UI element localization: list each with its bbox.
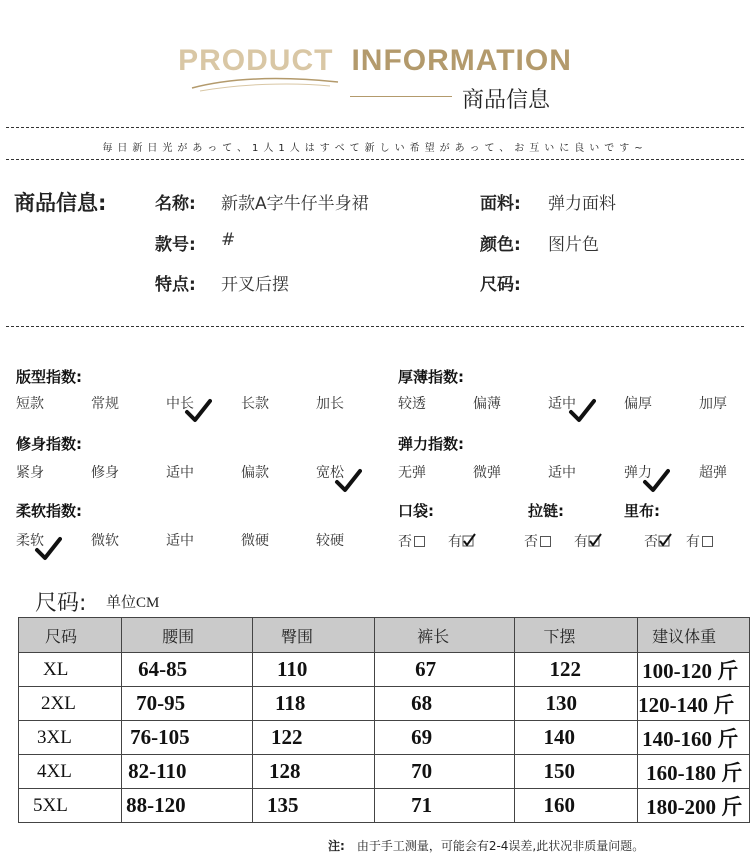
checkmark-icon [642, 468, 670, 494]
banner-title-product: PRODUCT [178, 44, 334, 77]
footnote-text: 由于手工测量，可能会有2-4误差,此状况非质量问题。 [356, 839, 645, 853]
elasticity-option-3: 适中 [548, 465, 576, 481]
softness-option-1: 柔软 [16, 533, 44, 549]
pocket-no-option [398, 531, 425, 551]
footnote-label: 注: [328, 839, 345, 853]
cell-size: 4XL [19, 755, 122, 789]
fit-option-5: 宽松 [316, 465, 344, 481]
color-value: 图片色 [548, 235, 599, 255]
col-header-hip: 臀围 [252, 618, 374, 653]
cell-hip: 122 [252, 721, 374, 755]
zipper-yes-text: 有 [574, 534, 588, 550]
lining-yes-option [686, 531, 713, 551]
col-header-length: 裤长 [375, 618, 515, 653]
checkmark-icon [34, 536, 62, 562]
cell-weight: 120-140 斤 [638, 687, 750, 721]
cell-weight: 100-120 斤 [638, 653, 750, 687]
softness-option-4: 微硬 [241, 533, 269, 549]
checkbox-empty-icon [540, 536, 551, 547]
cell-size: 5XL [19, 789, 122, 823]
cell-length: 70 [375, 755, 515, 789]
color-label: 颜色: [480, 235, 521, 255]
checkbox-checked-icon [462, 533, 476, 547]
fit-option-1: 紧身 [16, 465, 44, 481]
name-value: 新款A字牛仔半身裙 [221, 194, 369, 214]
cell-hem: 140 [515, 721, 638, 755]
style-no-value: # [221, 230, 236, 250]
lining-label: 里布: [624, 502, 660, 520]
divider-tagline [6, 159, 744, 160]
cell-hem: 160 [515, 789, 638, 823]
size-label: 尺码: [480, 275, 521, 295]
banner-divider-line [350, 96, 452, 97]
divider-info [6, 326, 744, 327]
cell-hip: 135 [252, 789, 374, 823]
elasticity-option-5: 超弹 [699, 465, 727, 481]
softness-option-5: 较硬 [316, 533, 344, 549]
cell-waist: 70-95 [122, 687, 253, 721]
cell-hem: 122 [515, 653, 638, 687]
cell-waist: 64-85 [122, 653, 253, 687]
cell-waist: 82-110 [122, 755, 253, 789]
banner-title [0, 44, 750, 78]
table-row [19, 653, 750, 687]
table-row [19, 721, 750, 755]
feature-value: 开叉后摆 [221, 275, 289, 295]
elasticity-option-2: 微弹 [473, 465, 501, 481]
name-label: 名称: [155, 194, 196, 214]
size-chart-heading: 尺码: [35, 591, 87, 616]
zipper-yes-option [574, 531, 602, 551]
thickness-option-3: 适中 [548, 396, 576, 412]
length-option-3: 中长 [166, 396, 194, 412]
cell-length: 68 [375, 687, 515, 721]
softness-option-2: 微软 [91, 533, 119, 549]
elasticity-index-label: 弹力指数: [398, 435, 464, 453]
cell-hip: 118 [252, 687, 374, 721]
lining-yes-text: 有 [686, 534, 700, 550]
col-header-weight: 建议体重 [638, 618, 750, 653]
thickness-option-2: 偏薄 [473, 396, 501, 412]
checkbox-empty-icon [702, 536, 713, 547]
cell-length: 71 [375, 789, 515, 823]
cell-size: XL [19, 653, 122, 687]
footnote [328, 837, 644, 854]
checkmark-icon [334, 468, 362, 494]
style-no-label: 款号: [155, 235, 196, 255]
fabric-label: 面料: [480, 194, 521, 214]
cell-hip: 128 [252, 755, 374, 789]
cell-size: 3XL [19, 721, 122, 755]
thickness-index-label: 厚薄指数: [398, 368, 464, 386]
checkmark-icon [568, 398, 596, 424]
decorative-swoosh [190, 74, 340, 96]
length-option-4: 长款 [241, 396, 269, 412]
cell-hem: 130 [515, 687, 638, 721]
product-info-heading: 商品信息: [14, 191, 107, 215]
cell-waist: 76-105 [122, 721, 253, 755]
cell-waist: 88-120 [122, 789, 253, 823]
pocket-yes-option [448, 531, 476, 551]
table-row [19, 789, 750, 823]
checkbox-empty-icon [414, 536, 425, 547]
table-row [19, 755, 750, 789]
softness-option-3: 适中 [166, 533, 194, 549]
elasticity-option-1: 无弹 [398, 465, 426, 481]
softness-index-label: 柔软指数: [16, 502, 82, 520]
feature-label: 特点: [155, 275, 196, 295]
length-option-5: 加长 [316, 396, 344, 412]
col-header-hem: 下摆 [515, 618, 638, 653]
thickness-option-1: 较透 [398, 396, 426, 412]
pocket-no-text: 否 [398, 534, 412, 550]
pocket-yes-text: 有 [448, 534, 462, 550]
fabric-value: 弹力面料 [548, 194, 616, 214]
fit-option-3: 适中 [166, 465, 194, 481]
banner-title-information: INFORMATION [351, 44, 572, 77]
length-option-2: 常规 [91, 396, 119, 412]
pocket-label: 口袋: [398, 502, 434, 520]
cell-weight: 140-160 斤 [638, 721, 750, 755]
zipper-label: 拉链: [528, 502, 564, 520]
col-header-waist: 腰围 [122, 618, 253, 653]
fit-index-label: 修身指数: [16, 435, 82, 453]
checkbox-checked-icon [588, 533, 602, 547]
cell-size: 2XL [19, 687, 122, 721]
divider-top [6, 127, 744, 128]
checkbox-checked-icon [658, 533, 672, 547]
thickness-option-5: 加厚 [699, 396, 727, 412]
zipper-no-text: 否 [524, 534, 538, 550]
cell-hem: 150 [515, 755, 638, 789]
cell-length: 69 [375, 721, 515, 755]
tagline: 毎日新日光があって、1人1人はすべて新しい希望があって、お互いに良いです~ [102, 143, 648, 154]
size-chart-unit: 单位CM [106, 595, 160, 611]
lining-no-text: 否 [644, 534, 658, 550]
elasticity-option-4: 弹力 [624, 465, 652, 481]
zipper-no-option [524, 531, 551, 551]
thickness-option-4: 偏厚 [624, 396, 652, 412]
cell-hip: 110 [252, 653, 374, 687]
length-option-1: 短款 [16, 396, 44, 412]
fit-option-4: 偏款 [241, 465, 269, 481]
col-header-size: 尺码 [19, 618, 122, 653]
cell-length: 67 [375, 653, 515, 687]
cell-weight: 180-200 斤 [638, 789, 750, 823]
table-row [19, 687, 750, 721]
lining-no-option [644, 531, 672, 551]
length-index-label: 版型指数: [16, 368, 82, 386]
cell-weight: 160-180 斤 [638, 755, 750, 789]
size-table-header-row [19, 618, 750, 653]
checkmark-icon [184, 398, 212, 424]
banner-subtitle: 商品信息 [462, 88, 551, 113]
fit-option-2: 修身 [91, 465, 119, 481]
size-table [18, 617, 750, 823]
